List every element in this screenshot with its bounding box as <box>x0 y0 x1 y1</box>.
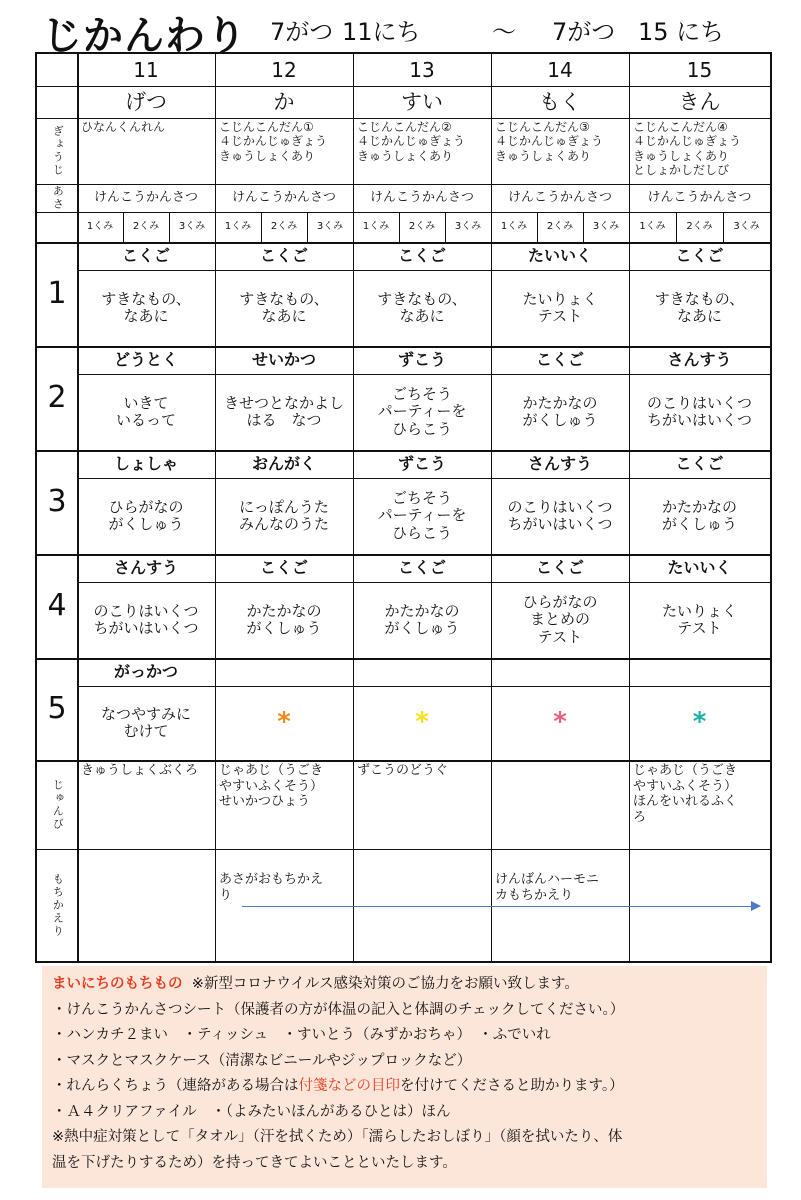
notice-highlight: 付箋などの目印 <box>298 1078 400 1094</box>
period-subject: さんすう <box>667 349 732 369</box>
end-day: 15 にち <box>638 18 725 46</box>
period-content: ひらがなの まとめの テスト <box>522 593 598 646</box>
kumi-cell: 3くみ <box>316 221 344 233</box>
notice-line: ・Ａ４クリアファイル ・（よみたいほんがあるひとは）ほん <box>52 1103 451 1120</box>
period-subject: たいいく <box>527 245 592 265</box>
junbi-cell: じゃあじ（うごき やすいふくそう） せいかつひょう <box>219 763 324 810</box>
period-number: 5 <box>47 690 67 726</box>
period-content: のこりはいくつ ちがいはいくつ <box>507 497 613 533</box>
period-subject: こくご <box>259 245 308 265</box>
kumi-cell: 2くみ <box>686 221 713 233</box>
period-subject: せいかつ <box>251 349 316 369</box>
kumi-cell: 1くみ <box>500 221 528 233</box>
mochikaeri-cell: あさがおもちかえ り <box>219 872 324 903</box>
junbi-cell: ずこうのどうぐ <box>357 763 449 778</box>
period-content: ごちそう パーティーを ひらこう <box>377 489 467 542</box>
period-content: のこりはいくつ ちがいはいくつ <box>646 393 752 429</box>
asa-cell: けんこうかんさつ <box>93 189 198 205</box>
period-content: にっぽんうた みんなのうた <box>238 497 329 533</box>
star-mark: * <box>277 707 291 738</box>
grid-line-h <box>37 849 770 850</box>
period-subject: こくご <box>121 245 170 265</box>
star-mark: * <box>553 707 567 738</box>
notice-heading: まいにちのもちもの <box>52 976 183 992</box>
page-title: じかんわり <box>42 13 247 59</box>
period-number: 3 <box>47 483 67 519</box>
period-content: すきなもの、 なあに <box>101 289 191 325</box>
day-of-week: げつ <box>125 89 167 114</box>
period-content: かたかなの がくしゅう <box>522 393 598 429</box>
kumi-cell: 3くみ <box>592 221 620 233</box>
day-of-week: すい <box>401 89 443 114</box>
junbi-cell: じゃあじ（うごき やすいふくそう） ほんをいれるふく ろ <box>633 763 738 825</box>
period-number: 1 <box>47 275 67 311</box>
period-subject: たいいく <box>667 557 732 577</box>
mochikaeri-cell <box>77 869 215 961</box>
period-content: かたかなの がくしゅう <box>661 497 737 533</box>
day-date: 13 <box>409 57 435 82</box>
day-date: 11 <box>133 57 159 82</box>
notice-line: ・けんこうかんさつシート（保護者の方が体温の記入と体調のチェックしてください。） <box>52 1001 625 1018</box>
period-subject: こくご <box>675 453 724 473</box>
kumi-cell: 1くみ <box>86 221 114 233</box>
day-date: 14 <box>547 57 573 82</box>
day-of-week: もく <box>539 89 581 114</box>
period-content: のこりはいくつ ちがいはいくつ <box>93 601 199 637</box>
period-subject: こくご <box>397 245 446 265</box>
period-subject: こくご <box>535 557 584 577</box>
kumi-cell: 3くみ <box>733 221 760 233</box>
day-date: 12 <box>271 57 297 82</box>
period-content: なつやすみに むけて <box>100 704 191 740</box>
gyouji-label: ぎょうじ <box>51 125 65 177</box>
star-mark: * <box>692 707 707 738</box>
arrow-line <box>242 906 754 907</box>
period-content: ごちそう パーティーを ひらこう <box>377 385 467 438</box>
kumi-cell: 2くみ <box>132 221 160 233</box>
period-subject: どうとく <box>113 349 178 369</box>
day-of-week: きん <box>678 89 721 114</box>
period-content: いきて いるって <box>115 393 176 429</box>
period-content: かたかなの がくしゅう <box>384 601 460 637</box>
kumi-cell: 2くみ <box>408 221 436 233</box>
asa-label: あさ <box>51 185 65 211</box>
mochikaeri-cell <box>629 869 770 961</box>
gyouji-cell: ひなんくんれん <box>81 120 166 134</box>
kumi-cell: 2くみ <box>270 221 298 233</box>
asa-cell: けんこうかんさつ <box>231 189 336 205</box>
period-subject <box>491 658 629 686</box>
period-subject: さんすう <box>527 453 592 473</box>
period-content: たいりょく テスト <box>661 601 737 637</box>
notice-line: ※熱中症対策として「タオル」（汗を拭くため）「濡らしたおしぼり」（顔を拭いたり、体 <box>52 1129 623 1145</box>
period-content: ひらがなの がくしゅう <box>108 497 184 533</box>
gyouji-cell: こじんこんだん② ４じかんじゅぎょう きゅうしょくあり <box>357 120 466 163</box>
period-subject: こくご <box>535 349 584 369</box>
period-content: かたかなの がくしゅう <box>246 601 322 637</box>
period-subject: しょしゃ <box>113 453 178 473</box>
notice-line: 温を下げたりするため）を持ってきてよいことといたします。 <box>52 1154 457 1171</box>
period-content: きせつとなかよし はる なつ <box>223 393 344 429</box>
period-content: すきなもの、 なあに <box>239 289 329 325</box>
period-subject: おんがく <box>251 453 316 473</box>
mochikaeri-cell: けんばんハーモニ カもちかえり <box>495 872 600 903</box>
kumi-cell: 1くみ <box>362 221 390 233</box>
period-subject <box>353 658 491 686</box>
notice-line: ・ハンカチ２まい ・ティッシュ ・すいとう（みずかおちゃ） ・ふでいれ <box>52 1027 551 1043</box>
notice-line: ・れんらくちょう（連絡がある場合は付箋などの目印を付けてくださると助かります。） <box>52 1078 624 1094</box>
start-day: 11にち <box>342 18 421 46</box>
period-subject: がっかつ <box>113 661 178 681</box>
daily-items-notice <box>42 966 767 1188</box>
day-of-week: か <box>273 89 295 114</box>
period-subject: ずこう <box>397 349 446 369</box>
kumi-cell: 1くみ <box>224 221 252 233</box>
mochikaeri-cell <box>353 869 491 961</box>
period-subject: こくご <box>675 245 724 265</box>
period-content: すきなもの、 なあに <box>654 289 745 325</box>
period-subject: ずこう <box>397 453 446 473</box>
gyouji-cell: こじんこんだん④ ４じかんじゅぎょう きゅうしょくあり としょかしだしび <box>633 120 742 178</box>
asa-cell: けんこうかんさつ <box>369 189 474 205</box>
mochikaeri-label: もちかえり <box>51 872 65 938</box>
period-subject: さんすう <box>113 557 178 577</box>
period-subject: こくご <box>397 557 446 577</box>
kumi-cell: 2くみ <box>546 221 574 233</box>
period-subject <box>215 658 353 686</box>
period-subject <box>629 658 770 686</box>
period-number: 4 <box>47 587 67 623</box>
junbi-cell <box>491 760 629 849</box>
period-content: たいりょく テスト <box>522 289 598 325</box>
asa-cell: けんこうかんさつ <box>647 189 752 205</box>
day-date: 15 <box>686 57 713 82</box>
timetable-grid <box>35 52 772 963</box>
notice-heading-note: ※新型コロナウイルス感染対策のご協力をお願い致します。 <box>191 976 579 992</box>
arrow-head <box>751 901 761 911</box>
junbi-label: じゅんび <box>51 778 65 831</box>
range-tilde: ～ <box>492 18 516 46</box>
gyouji-cell: こじんこんだん① ４じかんじゅぎょう きゅうしょくあり <box>219 120 328 163</box>
junbi-cell: きゅうしょくぶくろ <box>81 763 199 778</box>
kumi-cell: 3くみ <box>454 221 482 233</box>
notice-line: ・マスクとマスクケース（清潔なビニールやジップロックなど） <box>52 1052 472 1069</box>
kumi-cell: 3くみ <box>178 221 206 233</box>
end-month: 7がつ <box>552 18 616 46</box>
kumi-cell: 1くみ <box>639 221 666 233</box>
period-content: すきなもの、 なあに <box>377 289 467 325</box>
asa-cell: けんこうかんさつ <box>507 189 612 205</box>
star-mark: * <box>415 707 429 738</box>
period-subject: こくご <box>259 557 308 577</box>
gyouji-cell: こじんこんだん③ ４じかんじゅぎょう きゅうしょくあり <box>495 120 604 163</box>
period-number: 2 <box>47 379 67 415</box>
start-month: 7がつ <box>270 18 334 46</box>
